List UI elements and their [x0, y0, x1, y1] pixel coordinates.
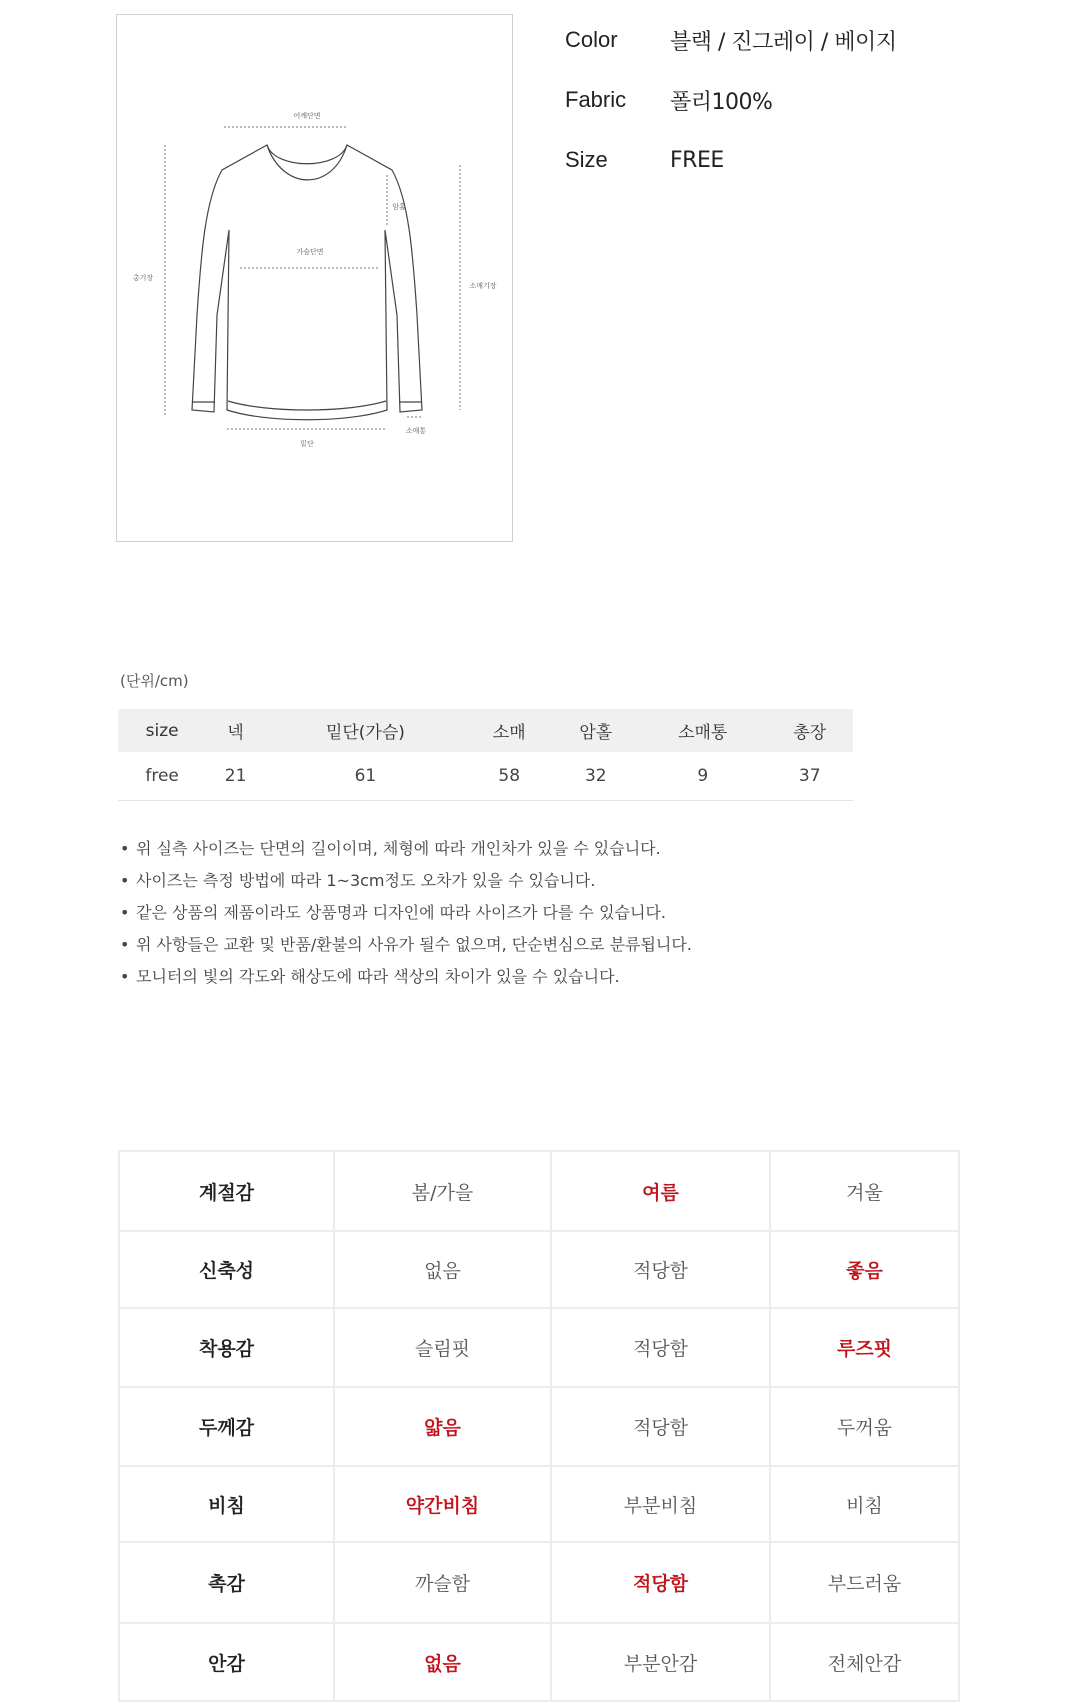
label-cuff: 소매통 [405, 427, 427, 435]
spec-color [565, 20, 965, 60]
note-item: • 사이즈는 측정 방법에 따라 1~3cm정도 오차가 있을 수 있습니다. [120, 871, 596, 890]
header-cell: 넥 [206, 709, 265, 752]
unit-label: (단위/cm) [120, 672, 189, 690]
feel-option: 두꺼움 [770, 1387, 959, 1466]
feel-label: 신축성 [119, 1231, 334, 1308]
sweater-outline [117, 15, 512, 541]
feel-row [119, 1387, 959, 1466]
note-item: • 같은 상품의 제품이라도 상품명과 디자인에 따라 사이즈가 다를 수 있습니다. [120, 903, 666, 922]
label-hem: 밑단 [300, 440, 314, 448]
feel-option-selected: 없음 [334, 1623, 551, 1701]
feel-label: 안감 [119, 1623, 334, 1701]
table-cell: 9 [639, 752, 766, 801]
note-text: 같은 상품의 제품이라도 상품명과 디자인에 따라 사이즈가 다를 수 있습니다. [136, 903, 666, 922]
table-cell: free [118, 752, 206, 801]
spec-size [565, 140, 965, 180]
size-table-header [118, 709, 853, 752]
note-item: • 위 사항들은 교환 및 반품/환불의 사유가 될수 없으며, 단순변심으로 분류됩니다. [120, 935, 692, 954]
size-table [118, 709, 853, 801]
spec-value: 블랙 / 진그레이 / 베이지 [670, 29, 897, 55]
label-total-length: 총기장 [132, 274, 154, 282]
feel-option: 부드러움 [770, 1542, 959, 1623]
note-text: 위 실측 사이즈는 단면의 길이이며, 체형에 따라 개인차가 있을 수 있습니다. [136, 839, 661, 858]
label-chest: 가슴단면 [296, 248, 324, 256]
feel-option: 적당함 [551, 1308, 770, 1387]
feel-option-selected: 약간비침 [334, 1466, 551, 1542]
feel-option-selected: 얇음 [334, 1387, 551, 1466]
table-cell: 58 [466, 752, 553, 801]
feel-option: 적당함 [551, 1231, 770, 1308]
note-item: • 위 실측 사이즈는 단면의 길이이며, 체형에 따라 개인차가 있을 수 있습니다. [120, 839, 661, 858]
feel-label: 비침 [119, 1466, 334, 1542]
spec-value: 폴리100% [670, 89, 773, 115]
note-item: • 모니터의 빛의 각도와 해상도에 따라 색상의 차이가 있을 수 있습니다. [120, 967, 620, 986]
table-cell: 37 [766, 752, 853, 801]
table-row [118, 752, 853, 801]
header-cell: 총장 [766, 709, 853, 752]
table-cell: 61 [265, 752, 466, 801]
size-notes [120, 833, 692, 993]
table-cell: 21 [206, 752, 265, 801]
fabric-feel-table [118, 1150, 960, 1702]
feel-option: 전체안감 [770, 1623, 959, 1701]
spec-key: Size [565, 147, 608, 172]
size-diagram [116, 14, 513, 542]
feel-label: 두께감 [119, 1387, 334, 1466]
note-text: 위 사항들은 교환 및 반품/환불의 사유가 될수 없으며, 단순변심으로 분류됩니다. [136, 935, 692, 954]
header-cell: 소매통 [639, 709, 766, 752]
note-text: 모니터의 빛의 각도와 해상도에 따라 색상의 차이가 있을 수 있습니다. [136, 967, 620, 986]
spec-key: Color [565, 27, 618, 52]
feel-option-selected: 여름 [551, 1151, 770, 1231]
feel-row [119, 1466, 959, 1542]
feel-option: 없음 [334, 1231, 551, 1308]
feel-option-selected: 루즈핏 [770, 1308, 959, 1387]
feel-option: 겨울 [770, 1151, 959, 1231]
spec-fabric [565, 80, 965, 120]
feel-row [119, 1231, 959, 1308]
note-text: 사이즈는 측정 방법에 따라 1~3cm정도 오차가 있을 수 있습니다. [136, 871, 596, 890]
label-armhole: 암홀 [392, 203, 406, 211]
feel-option: 적당함 [551, 1387, 770, 1466]
header-cell: 소매 [466, 709, 553, 752]
feel-label: 착용감 [119, 1308, 334, 1387]
header-cell: 암홀 [553, 709, 640, 752]
feel-option-selected: 적당함 [551, 1542, 770, 1623]
label-shoulder: 어깨단면 [293, 112, 321, 120]
header-cell: 밑단(가슴) [265, 709, 466, 752]
table-cell: 32 [553, 752, 640, 801]
feel-option-selected: 좋음 [770, 1231, 959, 1308]
feel-option: 까슬함 [334, 1542, 551, 1623]
feel-row [119, 1542, 959, 1623]
feel-option: 부분비침 [551, 1466, 770, 1542]
feel-option: 부분안감 [551, 1623, 770, 1701]
feel-option: 슬림핏 [334, 1308, 551, 1387]
spec-key: Fabric [565, 87, 627, 112]
feel-option: 봄/가을 [334, 1151, 551, 1231]
feel-label: 계절감 [119, 1151, 334, 1231]
feel-row [119, 1623, 959, 1701]
feel-row [119, 1308, 959, 1387]
feel-label: 촉감 [119, 1542, 334, 1623]
header-cell: size [118, 709, 206, 752]
spec-value: FREE [670, 147, 724, 173]
feel-option: 비침 [770, 1466, 959, 1542]
label-sleeve-length: 소매기장 [469, 282, 497, 290]
feel-row [119, 1151, 959, 1231]
